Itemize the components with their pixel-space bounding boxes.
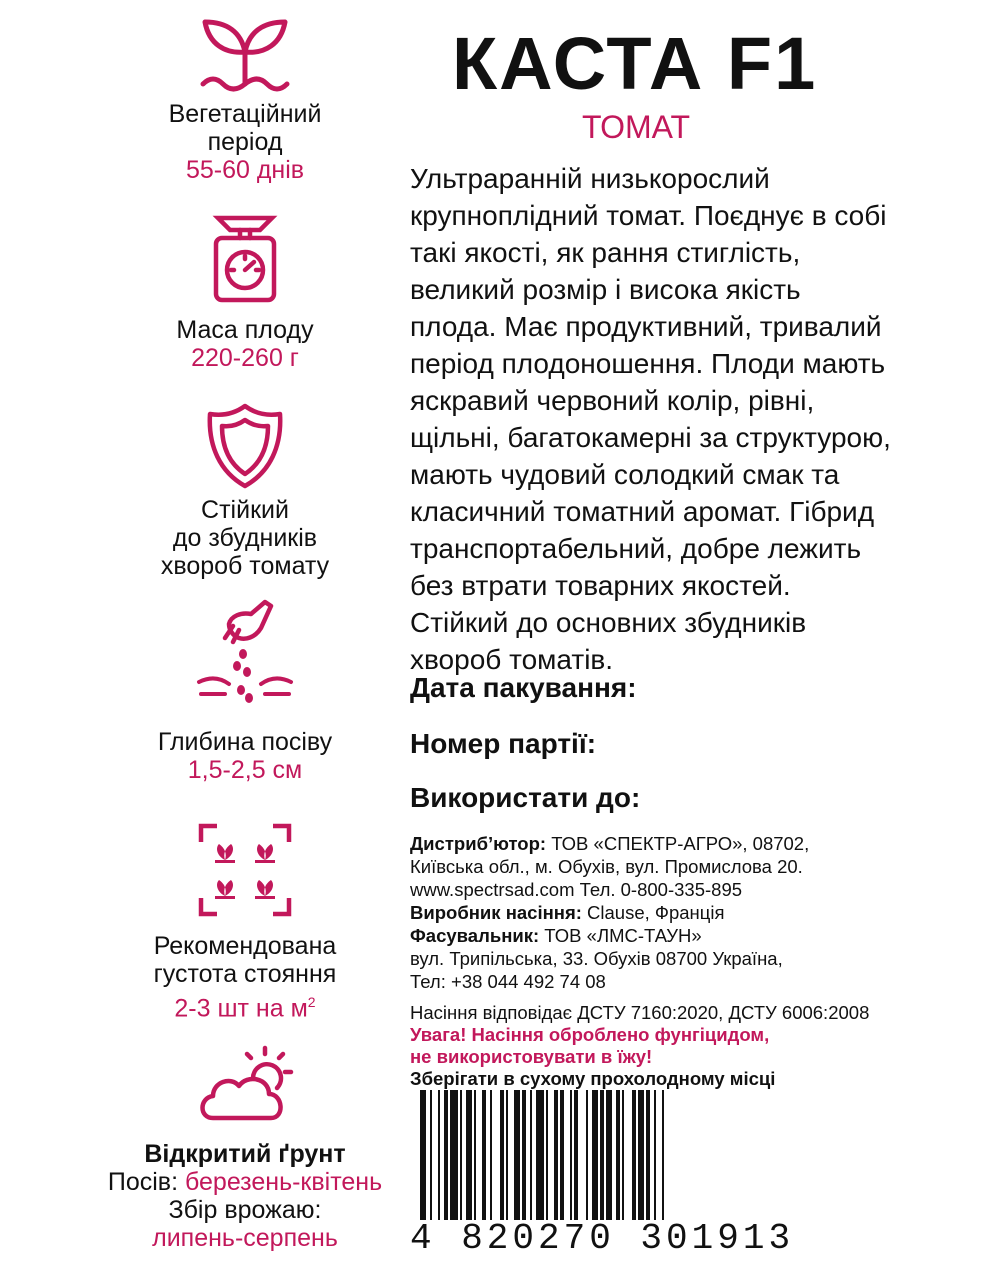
feature-ground-text — [40, 1140, 450, 1252]
feature-density — [40, 822, 450, 918]
sprout-icon — [40, 14, 450, 100]
vegetation-label-2: період — [207, 128, 283, 156]
warning-note-2: не використовувати в їжу! — [410, 1046, 653, 1067]
ground-title: Відкритий ґрунт — [144, 1140, 346, 1168]
shield-icon — [40, 402, 450, 490]
feature-density-text — [40, 932, 450, 1022]
feature-vegetation — [40, 14, 450, 100]
resistance-label-3: хвороб томату — [160, 552, 330, 580]
sow-line: Посів: березень-квітень — [107, 1168, 383, 1196]
company-info: Дистриб’ютор: ТОВ «СПЕКТР-АГРО», 08702, Київська обл., м. Обухів, вул. Промислова 20. www.spectrsad.com Тел. 0-800-335-895 Виробник насіння: Clause, Франція Фасувальник: ТОВ «ЛМС-ТАУН» вул. Трипільська, 33. Обухів 08700 Україна, Тел: +38 044 492 74 08 — [410, 833, 810, 992]
density-label-2: густота стояння — [153, 960, 337, 988]
feature-depth — [40, 598, 450, 710]
depth-label: Глибина посіву — [157, 728, 333, 756]
packing-date-label: Дата пакування: — [410, 672, 637, 703]
sun-cloud-icon — [40, 1040, 450, 1126]
plant-density-icon — [40, 822, 450, 918]
weight-label: Маса плоду — [176, 316, 314, 344]
standard-note: Насіння відповідає ДСТУ 7160:2020, ДСТУ 6006:2008 — [410, 1002, 870, 1023]
vegetation-label-1: Вегетаційний — [168, 100, 322, 128]
vegetation-value: 55-60 днів — [185, 156, 305, 184]
product-subtitle: ТОМАТ — [582, 109, 691, 145]
barcode-digits: 4 820270 301913 — [410, 1218, 795, 1259]
notes — [410, 1002, 970, 1090]
feature-ground — [40, 1040, 450, 1126]
product-description: Ультраранній низькорослий крупноплідний томат. Поєднує в собі такі якості, як рання стиглість, великий розмір і висока якість плода. Має продуктивний, тривалий період плодоношення. Плоди мають яскравий червоний колір, рівні, щільні, багатокамерні за структурою, мають чудовий солодкий смак та класичний томатний аромат. Гібрид транспортабельний, добре лежить без втрати товарних якостей. Стійкий до основних збудників хвороб томатів. — [410, 163, 891, 675]
weight-value: 220-260 г — [191, 344, 299, 372]
feature-resistance-text — [40, 496, 450, 580]
resistance-label-2: до збудників — [172, 524, 318, 552]
feature-resistance — [40, 402, 450, 490]
feature-weight — [40, 212, 450, 304]
feature-weight-text — [40, 316, 450, 372]
batch-number-label: Номер партії: — [410, 728, 597, 759]
depth-value: 1,5-2,5 см — [187, 756, 303, 784]
sowing-hand-icon — [40, 598, 450, 710]
use-by-label: Використати до: — [410, 782, 641, 813]
feature-depth-text — [40, 728, 450, 784]
scale-icon — [40, 212, 450, 304]
resistance-label-1: Стійкий — [201, 496, 289, 524]
feature-vegetation-text — [40, 100, 450, 184]
harvest-value: липень-серпень — [152, 1224, 338, 1252]
product-title: КАСТА F1 — [452, 22, 818, 105]
warning-note-1: Увага! Насіння оброблено фунгіцидом, — [410, 1024, 770, 1045]
storage-note: Зберігати в сухому прохолодному місці — [410, 1068, 776, 1089]
harvest-label: Збір врожаю: — [168, 1196, 322, 1224]
density-label-1: Рекомендована — [153, 932, 337, 960]
density-value: 2-3 шт на $м^2$ — [174, 994, 316, 1023]
